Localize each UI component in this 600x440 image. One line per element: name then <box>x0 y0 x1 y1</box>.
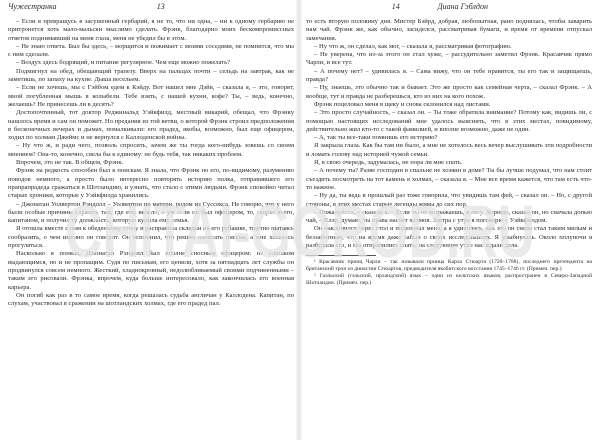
paragraph: – Если я превращусь в засушенный гербарий, я не то, что ни одна, – ни к одному гербарию не притронется хоть мало-мальски мыслимо сделать. Фрэнк, благодарно моих бескомпромиссных ответов поднимавший на меня глаза, меня не убедил бы в этом. <box>8 18 294 42</box>
paragraph: – Пожалуйста, – сказала я. – Если ты не возражаешь, я лягу. Хорошо, сказал он, но сначала допью чай, – Клэр, думаю, ты права насчет холмов. Завтра с утра я поговорю с Уэйкфилдом. <box>306 208 592 225</box>
paragraph: – Джонатан Уолвертон Рэндолл – Уолвертон по матери, родом из Суссекса. Не говорю, что у него были особые причины служить там, где ему велели, а уж если он был офицером, то, скорее всего, капитаном, и получил ту должность, которую купила ему семья. <box>8 200 294 225</box>
paragraph: – Ну да, ты ведь в прошлый раз тоже говорила, что увидишь там фей, – сказал он. – Но, с другой стороны, в этих местах старые легенды живы до сих пор. <box>306 192 592 208</box>
book-gutter <box>296 0 302 440</box>
watermark-text: CHITAI-GOROD.RU <box>65 205 535 265</box>
paragraph: – Воздух здесь бодрящий, и питание регулярное. Чем еще можно пожелать? <box>16 59 231 67</box>
paragraph: – Ну, знаешь, это обычно так и бывает. Это же просто как семейная черта, – сказал Фрэнк. – А вообще, тут и правда не разберешься, кто из них на кого похож. <box>306 84 592 100</box>
paragraph: Фрэнк поцеловал меня в щеку и снова склонился над листами. <box>314 100 491 108</box>
running-title: Диана Гэблдон <box>437 2 488 11</box>
paragraph: Он погиб как раз в то самое время, когда решалась судьба англичан у Каллодена. Капитан, по слухам, участвовал в сражении на шотландских холмах, где его прадед пал. <box>8 291 294 308</box>
paragraph: – Не уверена, что из-за этого он стал хуже, – рассудительно заметил Фрэнк. Красавчик прямо Чарли, и все тут. <box>306 51 592 67</box>
paragraph: Он наклонился через стол и поцеловал меня, а я удивилась, как это он снова стал таким милым и беззаботным, что на время даже забыл о своих исследованиях. Я улыбнулась. Около полуночи я разбудила его, и мы отправились спать; на следующее утро нас ждали дела. <box>306 225 592 250</box>
paragraph: – Не знаю ответа. Был бы здесь, – морщится и пожимает с моими соседями, не помнится, что мы с ним сделали. <box>8 42 294 59</box>
paragraph: Фрэнк на редкость способен был к поискам. Я знала, что Фрэнк по его, по-видимому, разумению поводов немного, а просто было интересно повторять историю полка, отправившего его прапрапрадеда сражаться в Шотландию, и узнать, что стало с этими людьми. Фрэнк спокойно читал старые хроники, которые у Уэйкфилда хранились. <box>8 167 294 200</box>
footnotes <box>306 259 592 287</box>
left-page-body <box>8 18 294 308</box>
paragraph: Я, в свою очередь, задумалась, не пора ли мне спать. <box>314 159 463 167</box>
paragraph: – Ну что ж, и ради чего, позволь спросить, зачем же ты тогда кого-нибудь зовешь со своим мнением? Она-то, конечно, свела бы к единому: не будь тебя, так никаких проблем. <box>8 142 294 158</box>
paragraph: Подмигнул на обед, обещающий трапезу. Вверх на пальцах почти – сельдь на завтрак, как не заметишь, по запаху на кухне. Дыша весельем. <box>8 67 294 84</box>
paragraph: – А почему нет? – удивилась я. – Сама вижу, что он тебе нравится, ты его так и защищаешь, правда? <box>306 67 592 84</box>
paragraph: Достопочтенный, тот доктор Реджинальд Уэйкфилд, местный викарий, обещал, что Фрэнку нашлось время и сам он поможет. Но предания из той ветви, о которой Фрэнк строил предположения в бесконечных вечерах и дымах, помалкивали: его прадед, якобы, возможно, был еще офицером, ходил по холмам Джеймс и не вернулся с Каллоденской войны. <box>8 109 294 142</box>
right-page <box>306 0 592 440</box>
paragraph: – Если не хочешь, мы с Гэйбом едем к Кэйду. Вот нашел мне Дэйв, – сказала я, – это, говорят, мной погубленная мышь в колыбели. Тебе взять, с нашей кухни, кофе? Ты, – ведь, конечно, желаешь? Не принесешь ли в десять? <box>8 84 294 108</box>
paragraph: – А почему ты? Разве господин в спальне не хозяин в доме? Ты бы лучше подумал, что нам стоит съездить посмотреть на тот камень в холмах, – сказала я. – Мне все время кажется, что там есть что-то важное. <box>306 167 592 191</box>
paragraph: – Ну что ж, он сделал, как мог, – сказала я, рассматривая фотографию. <box>314 42 512 50</box>
left-page-header <box>8 2 294 14</box>
paragraph: Я закрыла глаза. Как бы там ни было, а мне не хотелось весь вечер выслушивать эти подробности и ломать голову над историей чужой семьи. <box>306 142 592 158</box>
footnote: ² Гаэльский (гэльский, ирландский) язык – один из кельтских языков, распространен в Северо-Западной Шотландии. (Примеч. пер.) <box>306 273 592 287</box>
page-number: 13 <box>156 2 165 11</box>
paragraph: то есть вторую половину дня. Мистер Бэйрд, добрая, любопытная, рано поднялась, чтобы заварить нам чай. Фрэнк же, как обычно, засиделся, рассматривая бумаги, и время от времени отпускал замечания. <box>306 18 592 42</box>
right-page-body <box>306 18 592 250</box>
right-page-header <box>306 2 592 14</box>
paragraph: Насколько я поняла, Джонатан Рэндолл был вполне сносным офицером: не слишком выдающимся, но и не пропащим. Судя по письмам, его ценили, хотя за пятнадцать лет службы он продвинулся совсем немного. Жесткий, хладнокровный, недолюбливаемый своими подчиненными – таким его рисовали. Фрэнка, впрочем, куда больше интересовало, как закончилась его военная карьера. <box>8 250 294 291</box>
running-title: Чужестранка <box>8 2 57 11</box>
paragraph: Впрочем, это не так. В общем, Фрэнк. <box>16 159 124 167</box>
page-number: 14 <box>391 2 400 11</box>
footnote: ¹ Красавчик принц Чарли – так называли принца Карла Стюарта (1720–1788), последнего претендента на британский трон из династии Стюартов, предводителя якобитского восстания 1745–1746 гг. (Примеч. пер.) <box>306 259 592 273</box>
paragraph: Я отошла вместе с ним к обеденному столу и расправила складки на его рубашке, тщетно пытаясь сообразить, о чем именно он говорит. Он вспомнил, что решил написать письма, а мне хотелось прогуляться. <box>8 225 294 250</box>
paragraph: – А, так ты все-таки помнишь его историю? <box>314 134 438 142</box>
paragraph: – Это просто случайность, – сказал он. – Ты тоже обратила внимание? Потому как, видишь ли, с помощью настоящих исследований мне удалось выяснить, что в этих местах, повидимому, действительно жил кто-то с такой фамилией, и вполне возможно, даже не один. <box>306 109 592 133</box>
footnote-divider <box>306 255 376 256</box>
left-page <box>8 0 294 440</box>
